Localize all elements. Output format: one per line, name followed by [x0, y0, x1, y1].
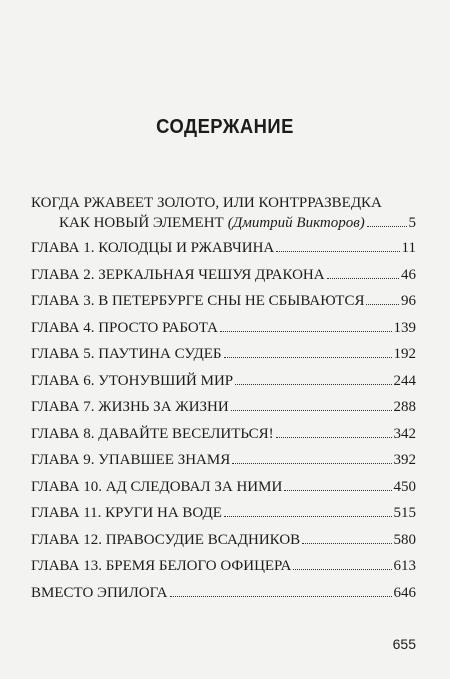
- toc-entry: [31, 345, 416, 372]
- toc-entry: [31, 266, 416, 293]
- toc-page-number: 613: [393, 558, 416, 574]
- toc-page-number: 342: [393, 425, 416, 442]
- toc-entry-title: ГЛАВА 6. УТОНУВШИЙ МИР: [31, 372, 234, 389]
- dot-leader: [224, 516, 392, 517]
- toc-page-number: 392: [393, 452, 416, 468]
- toc-page-number: 96: [401, 293, 416, 309]
- toc-entry: [31, 478, 416, 505]
- dot-leader: [367, 226, 407, 227]
- toc-entry: [31, 372, 416, 399]
- toc-entry-title: ГЛАВА 10. АД СЛЕДОВАЛ ЗА НИМИ: [31, 478, 283, 495]
- toc-entry: [31, 557, 416, 584]
- toc-intro-author: (Дмитрий Викторов): [227, 215, 365, 231]
- dot-leader: [302, 543, 391, 544]
- toc-entry-title: ГЛАВА 13. БРЕМЯ БЕЛОГО ОФИЦЕРА: [31, 558, 292, 574]
- toc-intro-subtitle: КАК НОВЫЙ ЭЛЕМЕНТ: [59, 215, 224, 231]
- toc-entry-title: ГЛАВА 8. ДАВАЙТЕ ВЕСЕЛИТЬСЯ!: [31, 425, 274, 442]
- dot-leader: [327, 278, 399, 279]
- dot-leader: [284, 490, 391, 491]
- dot-leader: [276, 251, 399, 252]
- toc-entry: [31, 531, 416, 558]
- toc-page-number: 450: [393, 478, 416, 495]
- toc-entry: [31, 239, 416, 266]
- toc-page-number: 11: [401, 240, 416, 256]
- toc-entry: [31, 425, 416, 452]
- toc-page-number: 288: [393, 399, 416, 415]
- page-title: СОДЕРЖАНИЕ: [156, 116, 294, 138]
- dot-leader: [224, 357, 392, 358]
- dot-leader: [170, 596, 392, 597]
- toc-entry: [31, 319, 416, 346]
- toc-intro-entry: [31, 214, 416, 239]
- toc-entry-title: ВМЕСТО ЭПИЛОГА: [31, 584, 168, 601]
- dot-leader: [366, 304, 399, 305]
- dot-leader: [220, 331, 392, 332]
- toc-page-number: 580: [393, 531, 416, 548]
- toc-page-number: 515: [393, 505, 416, 521]
- dot-leader: [293, 569, 391, 570]
- dot-leader: [235, 384, 391, 385]
- toc-page-number: 139: [393, 319, 416, 336]
- dot-leader: [231, 410, 392, 411]
- dot-leader: [276, 437, 392, 438]
- toc-intro-title: КОГДА РЖАВЕЕТ ЗОЛОТО, ИЛИ КОНТРРАЗВЕДКА: [31, 195, 382, 211]
- toc-page-number: 46: [401, 266, 416, 283]
- toc-page-number: 5: [408, 215, 416, 231]
- toc-entry-title: ГЛАВА 1. КОЛОДЦЫ И РЖАВЧИНА: [31, 240, 275, 256]
- toc-entry-title: ГЛАВА 12. ПРАВОСУДИЕ ВСАДНИКОВ: [31, 531, 301, 548]
- table-of-contents: [31, 194, 416, 610]
- toc-page-number: 244: [393, 372, 416, 389]
- toc-entry-title: ГЛАВА 11. КРУГИ НА ВОДЕ: [31, 505, 222, 521]
- page-number-footer: 655: [392, 636, 416, 652]
- toc-entry-title: ГЛАВА 5. ПАУТИНА СУДЕБ: [31, 346, 222, 362]
- toc-entry: [31, 504, 416, 531]
- toc-entry-title: ГЛАВА 7. ЖИЗНЬ ЗА ЖИЗНИ: [31, 399, 229, 415]
- toc-page-number: 192: [393, 346, 416, 362]
- toc-entry: [31, 292, 416, 319]
- dot-leader: [232, 463, 391, 464]
- toc-entry-title: ГЛАВА 4. ПРОСТО РАБОТА: [31, 319, 218, 336]
- toc-entry: [31, 584, 416, 611]
- toc-entry: [31, 398, 416, 425]
- toc-entry-title: ГЛАВА 9. УПАВШЕЕ ЗНАМЯ: [31, 452, 231, 468]
- toc-entry-title: ГЛАВА 3. В ПЕТЕРБУРГЕ СНЫ НЕ СБЫВАЮТСЯ: [31, 293, 365, 309]
- toc-page-number: 646: [393, 584, 416, 601]
- toc-entry-title: ГЛАВА 2. ЗЕРКАЛЬНАЯ ЧЕШУЯ ДРАКОНА: [31, 266, 325, 283]
- toc-entry: [31, 451, 416, 478]
